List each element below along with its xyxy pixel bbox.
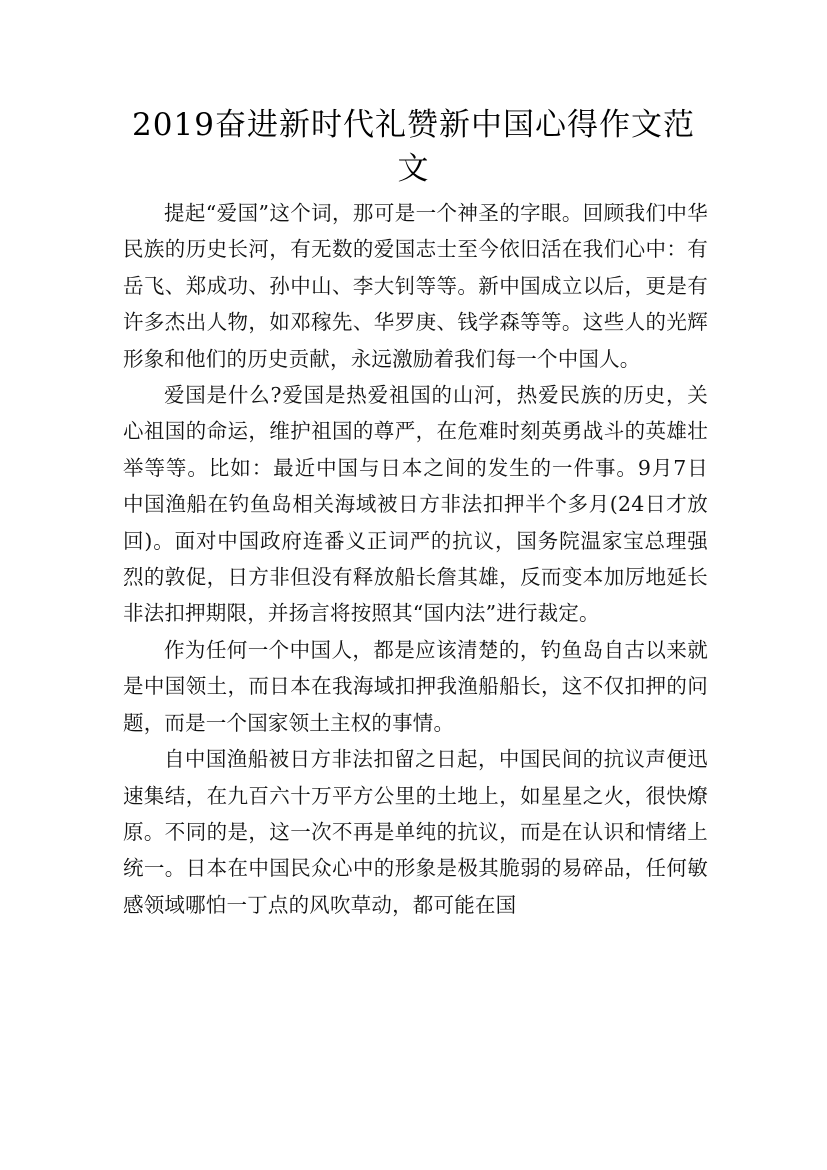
document-title: 2019奋进新时代礼赞新中国心得作文范文 (132, 107, 695, 187)
paragraph-4: 自中国渔船被日方非法扣留之日起，中国民间的抗议声便迅速集结，在九百六十万平方公里的土地上，如星星之火，很快燎原。不同的是，这一次不再是单纯的抗议，而是在认识和情绪上统一。日本在中国民众心中的形象是极其脆弱的易碎品，任何敏感领域哪怕一丁点的风吹草动，都可能在国 (123, 747, 708, 917)
paragraph-2: 爱国是什么?爱国是热爱祖国的山河，热爱民族的历史，关心祖国的命运，维护祖国的尊严，在危难时刻英勇战斗的英雄壮举等等。比如：最近中国与日本之间的发生的一件事。9月7日中国渔船在钓鱼岛相关海域被日方非法扣押半个多月(24日才放回)。面对中国政府连番义正词严的抗议，国务院温家宝总理强烈的敦促，日方非但没有释放船长詹其雄，反而变本加厉地延长非法扣押期限，并扬言将按照其“国内法”进行裁定。 (123, 383, 708, 626)
paragraph-1: 提起“爱国”这个词，那可是一个神圣的字眼。回顾我们中华民族的历史长河，有无数的爱国志士至今依旧活在我们心中：有岳飞、郑成功、孙中山、李大钊等等。新中国成立以后，更是有许多杰出人物，如邓稼先、华罗庚、钱学森等等。这些人的光辉形象和他们的历史贡献，永远激励着我们每一个中国人。 (123, 201, 708, 371)
paragraph-3: 作为任何一个中国人，都是应该清楚的，钓鱼岛自古以来就是中国领土，而日本在我海域扣押我渔船船长，这不仅扣押的问题，而是一个国家领土主权的事情。 (123, 637, 708, 735)
document-body (123, 195, 708, 923)
